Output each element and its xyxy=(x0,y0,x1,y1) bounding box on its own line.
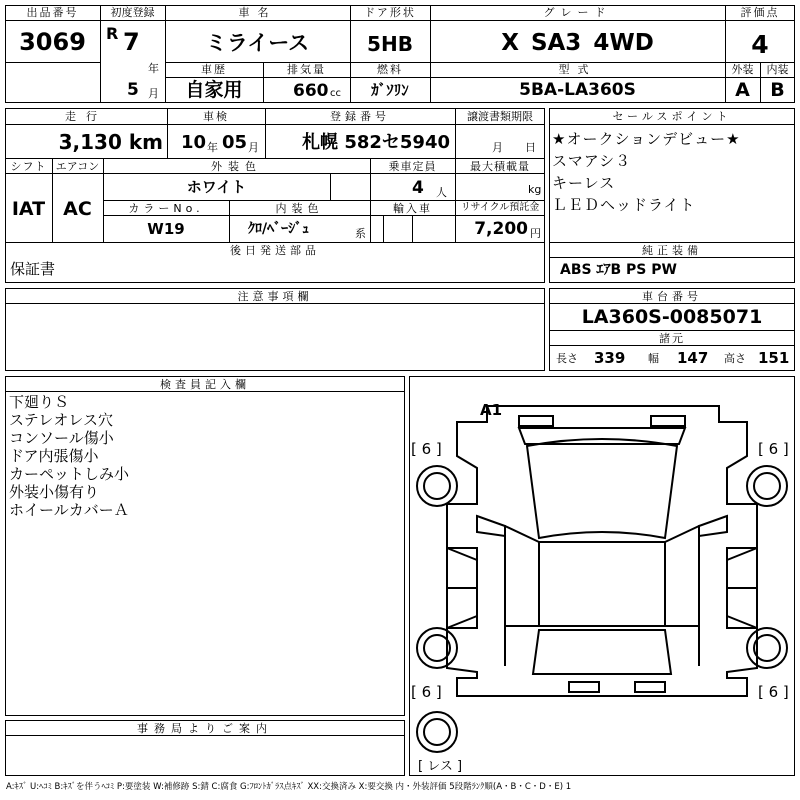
capacity-value: 4 xyxy=(412,178,424,198)
office-label: 事務局よりご案内 xyxy=(137,722,273,735)
width-label: 幅 xyxy=(648,352,659,365)
sales-points-label: セールスポイント xyxy=(612,110,732,123)
inspector-note-6: 外装小傷有り xyxy=(9,483,100,501)
inspector-note-3: コンソール傷小 xyxy=(9,429,114,447)
history-label: 車歴 xyxy=(201,63,227,76)
inspector-label: 検査員記入欄 xyxy=(160,378,250,391)
reg-no-label: 登録番号 xyxy=(330,110,390,123)
aircon-value: AC xyxy=(63,198,92,220)
insp-year-unit: 年 xyxy=(207,141,218,154)
displacement-label: 排気量 xyxy=(287,63,326,76)
score-value: 4 xyxy=(751,30,769,59)
displacement-value: 660 xyxy=(293,81,329,101)
sales-point-1: ★オークションデビュー★ xyxy=(552,130,741,148)
tire-front-right: [ 6 ] xyxy=(758,440,789,458)
history-value: 自家用 xyxy=(185,79,243,101)
model-code-value: 5BA-LA360S xyxy=(519,80,636,100)
chassis-no-label: 車台番号 xyxy=(642,290,702,303)
int-color-value: ｸﾛ/ﾍﾞｰｼﾞｭ xyxy=(248,221,310,237)
later-parts-label: 後日発送部品 xyxy=(230,244,320,257)
grade-label: グレード xyxy=(543,6,612,19)
int-color-label: 内装色 xyxy=(275,202,324,215)
inspector-note-2: ステレオレス穴 xyxy=(9,411,113,429)
sales-point-4: ＬＥＤヘッドライト xyxy=(552,196,696,214)
shift-value: IAT xyxy=(11,198,46,220)
score-label: 評価点 xyxy=(740,6,780,19)
recycle-label: リサイクル預託金 xyxy=(460,202,540,213)
persons-unit: 人 xyxy=(436,186,447,199)
color-no-value: W19 xyxy=(147,220,185,238)
tire-front-left: [ 6 ] xyxy=(411,440,442,458)
later-parts-value: 保証書 xyxy=(10,260,56,278)
ext-color-label: 外装色 xyxy=(211,160,262,173)
import-label: 輸入車 xyxy=(393,202,432,215)
lot-no-label: 出品番号 xyxy=(26,6,79,19)
first-reg-label: 初度登録 xyxy=(110,6,155,19)
width-value: 147 xyxy=(677,349,709,367)
era-value: R xyxy=(106,24,119,43)
grade-value: X SA3 4WD xyxy=(501,30,654,56)
inspector-note-5: カーペットしみ小 xyxy=(9,465,130,483)
doc-day-unit: 日 xyxy=(525,141,536,154)
inspector-note-7: ホイールカバーＡ xyxy=(9,501,129,519)
inspector-note-4: ドア内張傷小 xyxy=(9,447,99,465)
model-code-label: 型式 xyxy=(558,63,597,76)
car-diagram xyxy=(409,376,795,776)
color-no-label: カラーNo. xyxy=(128,202,204,215)
door-label: ドア形状 xyxy=(364,6,416,19)
month-value: 5 xyxy=(127,80,139,100)
fuel-label: 燃料 xyxy=(377,63,403,76)
later-parts-box xyxy=(5,257,545,283)
year-unit: 年 xyxy=(148,62,159,75)
length-label: 長さ xyxy=(556,352,578,365)
sales-point-3: キーレス xyxy=(552,174,616,192)
kei-unit: 系 xyxy=(355,227,366,240)
interior-value: B xyxy=(770,79,785,101)
chassis-no-value: LA360S-0085071 xyxy=(581,306,763,328)
transfer-doc-label: 譲渡書類期限 xyxy=(467,110,533,123)
ext-color-value: ホワイト xyxy=(186,178,247,196)
kg-unit: kg xyxy=(528,183,542,196)
exterior-label: 外装 xyxy=(731,63,754,76)
fuel-value: ｶﾞｿﾘﾝ xyxy=(371,81,409,99)
month-unit: 月 xyxy=(148,87,159,100)
mileage-value: 3,130 km xyxy=(58,130,163,154)
specs-label: 諸元 xyxy=(659,332,685,345)
spare-tire: [ レス ] xyxy=(418,759,463,774)
inspector-note-1: 下廻りＳ xyxy=(9,393,70,411)
height-value: 151 xyxy=(758,349,790,367)
tire-rear-left: [ 6 ] xyxy=(411,683,442,701)
height-label: 高さ xyxy=(724,352,746,365)
doc-month-unit: 月 xyxy=(492,141,503,154)
max-load-label: 最大積載量 xyxy=(470,160,530,173)
lot-no-value: 3069 xyxy=(19,28,86,56)
equipment-label: 純正装備 xyxy=(642,244,702,257)
car-name-value: ミライース xyxy=(205,31,310,55)
recycle-value: 7,200 xyxy=(474,219,528,239)
inspection-label: 車検 xyxy=(203,110,229,123)
shift-label: シフト xyxy=(10,160,47,173)
car-name-label: 車名 xyxy=(238,6,277,19)
insp-month-value: 05 xyxy=(222,132,248,153)
notes-label: 注意事項欄 xyxy=(237,290,313,303)
yen-unit: 円 xyxy=(530,227,541,240)
capacity-label: 乗車定員 xyxy=(388,160,437,173)
insp-month-unit: 月 xyxy=(248,141,259,154)
exterior-value: A xyxy=(735,79,750,101)
mileage-label: 走行 xyxy=(65,110,107,123)
length-value: 339 xyxy=(594,349,626,367)
legend-text: A:ｷｽﾞ U:ﾍｺﾐ B:ｷｽﾞを伴うﾍｺﾐ P:要塗装 W:補修跡 S:錆 C:腐食 G:ﾌﾛﾝﾄｶﾞﾗｽ点ｷｽﾞ XX:交換済み X:要交換 内・外装評価 5段階ﾗﾝｸ順(A・B・C・D・E) 1 xyxy=(6,782,572,792)
damage-mark-a1: A1 xyxy=(480,401,503,419)
tire-rear-right: [ 6 ] xyxy=(758,683,789,701)
insp-year-value: 10 xyxy=(181,132,207,153)
sales-point-2: スマアシ３ xyxy=(552,152,632,170)
equipment-value: ABS ｴｱB PS PW xyxy=(560,262,677,278)
year-value: 7 xyxy=(123,28,140,56)
reg-no-value: 札幌 582セ5940 xyxy=(302,132,450,153)
interior-label: 内装 xyxy=(766,63,789,76)
cc-unit: cc xyxy=(330,88,341,99)
aircon-label: エアコン xyxy=(55,160,100,173)
door-value: 5HB xyxy=(367,32,413,56)
